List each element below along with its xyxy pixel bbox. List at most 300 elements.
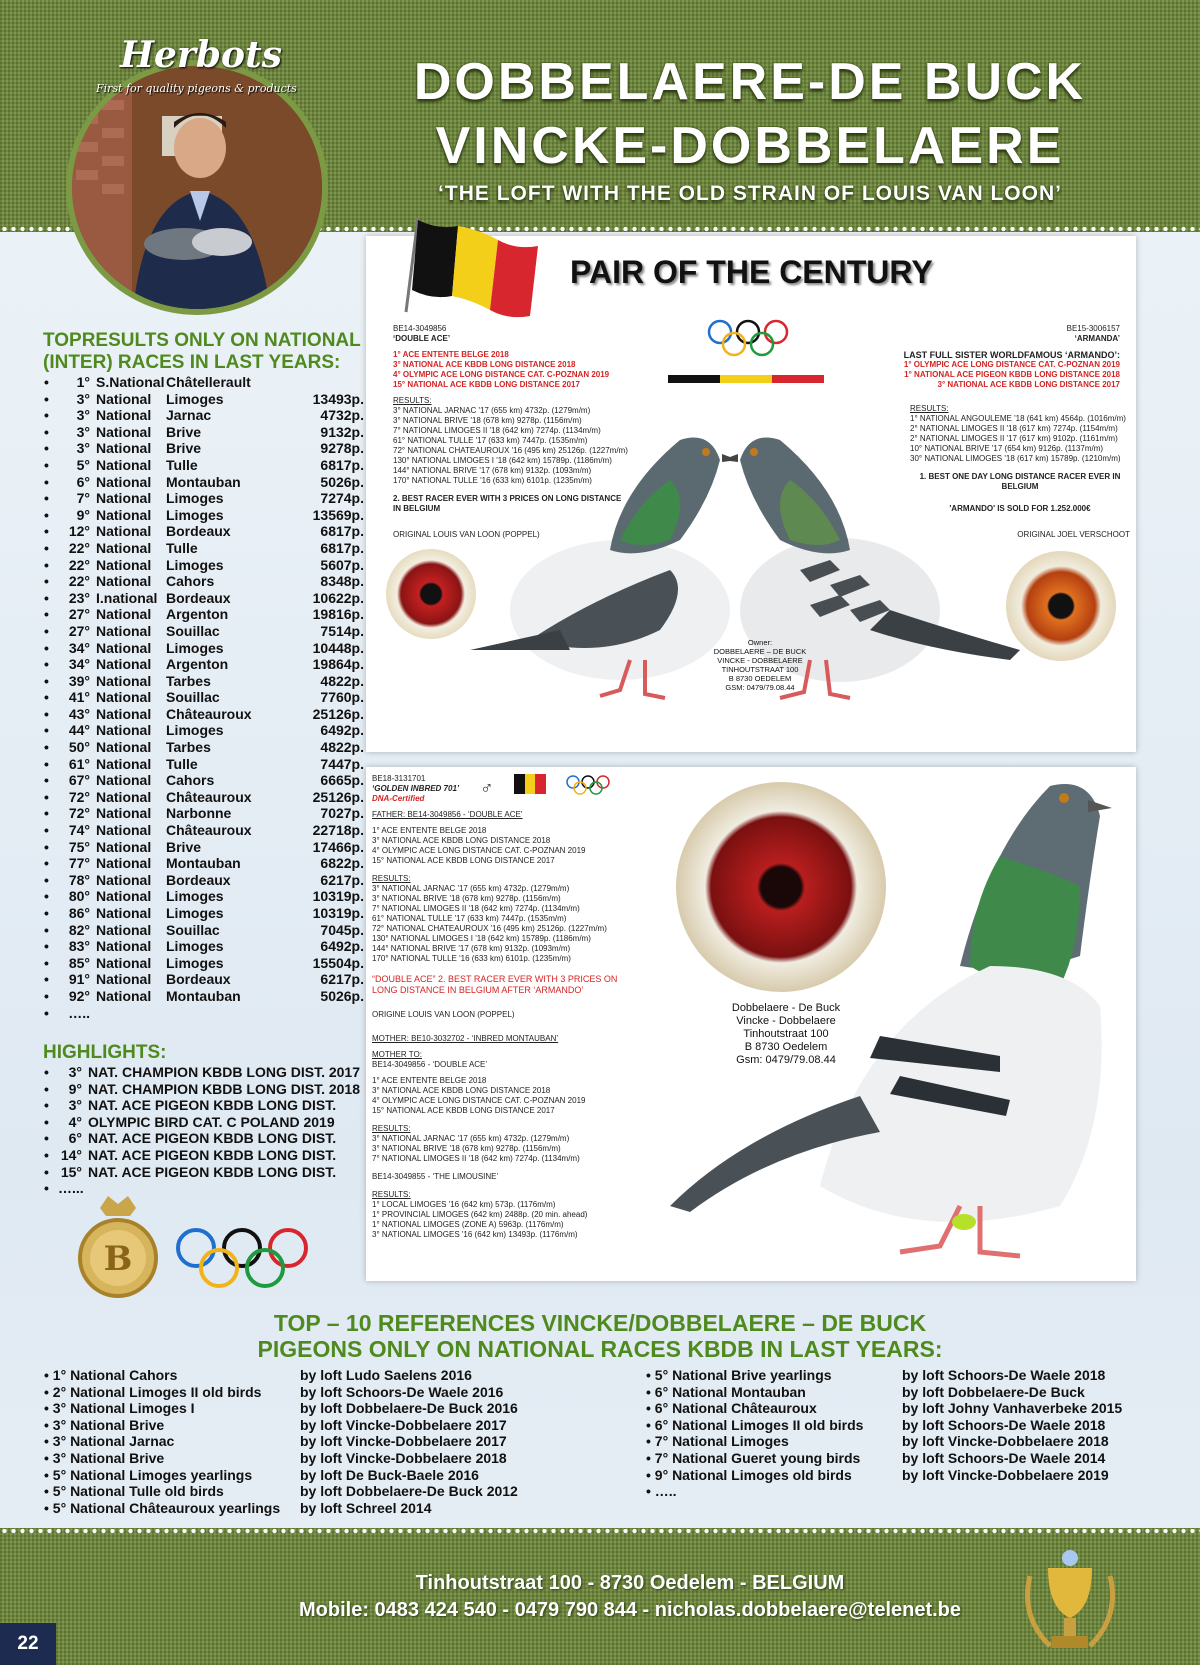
reference-result: • 7° National Gueret young birds (646, 1449, 861, 1466)
result-points: 19864p. (312, 656, 364, 673)
result-points: 6822p. (320, 855, 364, 872)
reference-loft: by loft Schreel 2014 (300, 1499, 432, 1516)
reference-row (646, 1483, 1200, 1500)
reference-loft: by loft Vincke-Dobbelaere 2018 (902, 1433, 1109, 1450)
result-points: 17466p. (312, 838, 364, 855)
father-line: 1° ACE ENTENTE BELGE 2018 (372, 826, 487, 835)
reference-result: • 3° National Limoges I (44, 1400, 195, 1417)
result-position: 27° (68, 622, 90, 639)
owner-line: VINCKE - DOBBELAERE (717, 656, 803, 665)
reference-row (646, 1384, 1200, 1401)
right-result-line: 1° NATIONAL ANGOULEME '18 (641 km) 4564p. (1016m/m) (910, 414, 1126, 423)
bullet-icon: • (44, 772, 49, 789)
highlight-text: NAT. CHAMPION KBDB LONG DIST. 2017 (88, 1064, 360, 1080)
reference-loft: by loft Schoors-De Waele 2018 (902, 1367, 1106, 1383)
card2-result-line: 61° NATIONAL TULLE '17 (633 km) 7447p. (1535m/m) (372, 914, 567, 923)
bullet-icon: • (44, 456, 49, 473)
bullet-icon: • (44, 606, 49, 623)
card2-result-line: 3° NATIONAL JARNAC '17 (655 km) 4732p. (1279m/m) (372, 884, 570, 893)
highlight-text: OLYMPIC BIRD CAT. C POLAND 2019 (88, 1113, 335, 1130)
right-red-line: 1° NATIONAL ACE PIGEON KBDB LONG DISTANCE 2018 (904, 370, 1120, 379)
result-position: 86° (68, 905, 90, 921)
result-row (44, 789, 364, 806)
bullet-icon: • (44, 689, 49, 706)
result-points (288, 374, 364, 391)
result-city (166, 1005, 288, 1022)
right-result-line: 2° NATIONAL LIMOGES II '18 (617 km) 7274p. (1154m/m) (910, 424, 1118, 433)
result-city: Bordeaux (166, 523, 231, 540)
card2-result3-line: 1° LOCAL LIMOGES '16 (642 km) 573p. (1176m/m) (372, 1200, 556, 1209)
bullet-icon: • (44, 1113, 49, 1130)
bullet-icon: • (44, 622, 49, 639)
highlight-row (44, 1130, 374, 1147)
bullet-icon: • (44, 473, 49, 490)
result-position: 77° (68, 855, 90, 872)
result-row (44, 656, 364, 673)
reference-row (44, 1483, 604, 1500)
result-city: Châtellerault (166, 374, 251, 390)
father-line: 3° NATIONAL ACE KBDB LONG DISTANCE 2018 (372, 836, 551, 845)
bullet-icon: • (44, 556, 49, 573)
owner-line: Dobbelaere - De Buck (731, 1002, 841, 1014)
result-city: Châteauroux (166, 822, 252, 839)
highlight-position: …... (58, 1180, 84, 1197)
card2-result-line: 7° NATIONAL LIMOGES II '18 (642 km) 7274p. (1134m/m) (372, 904, 580, 913)
father-line: 15° NATIONAL ACE KBDB LONG DISTANCE 2017 (372, 856, 555, 865)
result-type: National (96, 954, 152, 971)
bullet-icon: • (44, 838, 49, 855)
result-row (44, 1005, 364, 1022)
mother-line: 3° NATIONAL ACE KBDB LONG DISTANCE 2018 (372, 1086, 551, 1095)
bullet-icon: • (44, 722, 49, 739)
highlight-row (44, 1164, 374, 1181)
highlight-row (44, 1081, 374, 1098)
result-position: 61° (68, 755, 90, 772)
result-row (44, 606, 364, 623)
result-position: 50° (68, 739, 90, 756)
highlight-position: 14° (60, 1146, 82, 1163)
result-row (44, 407, 364, 424)
result-city: Châteauroux (166, 705, 252, 722)
bullet-icon: • (44, 1163, 49, 1180)
reference-result: • ….. (646, 1483, 677, 1500)
result-type: National (96, 523, 152, 540)
olympic-rings-icon (172, 1224, 312, 1294)
result-position: 22° (68, 556, 90, 573)
result-position: 74° (68, 822, 90, 839)
left-result-line: 7° NATIONAL LIMOGES II '18 (642 km) 7274p. (1134m/m) (393, 426, 601, 435)
result-points: 7760p. (320, 689, 364, 706)
reference-row (646, 1450, 1200, 1467)
result-row (44, 507, 364, 524)
result-points: 9278p. (320, 440, 364, 457)
result-points: 10622p. (312, 589, 364, 606)
reference-loft: by loft Dobbelaere-De Buck 2012 (300, 1483, 518, 1500)
result-type: National (96, 905, 152, 921)
result-city: Argenton (166, 606, 229, 623)
result-points: 6217p. (320, 871, 364, 888)
reference-result: • 6° National Limoges II old birds (646, 1416, 864, 1433)
bullet-icon: • (44, 672, 49, 689)
result-position: 78° (68, 871, 90, 888)
reference-result: • 5° National Brive yearlings (646, 1367, 832, 1383)
pair-of-century-title: PAIR OF THE CENTURY (570, 254, 933, 290)
result-points: 7447p. (320, 755, 364, 772)
result-type: National (96, 938, 152, 955)
result-city: Brive (166, 423, 202, 440)
result-city: Brive (166, 440, 202, 457)
result-points: 6665p. (320, 772, 364, 789)
svg-text:B: B (103, 1239, 133, 1279)
result-type: National (96, 539, 152, 556)
bullet-icon: • (44, 788, 49, 805)
dotted-divider-bottom (0, 1528, 1200, 1534)
result-type (96, 1005, 166, 1022)
result-position: 3° (76, 423, 90, 440)
left-results-heading: RESULTS: (393, 396, 432, 405)
card2-results2-heading: RESULTS: (372, 1124, 411, 1133)
card2-father: FATHER: BE14-3049856 - ‘DOUBLE ACE’ (372, 810, 523, 819)
left-red-line: 3° NATIONAL ACE KBDB LONG DISTANCE 2018 (393, 360, 576, 369)
result-row (44, 855, 364, 872)
right-best-racer: 1. BEST ONE DAY LONG DISTANCE RACER EVER IN BELGIUM (919, 472, 1121, 491)
card2-results3-list (372, 1200, 652, 1240)
highlight-text: NAT. ACE PIGEON KBDB LONG DIST. (88, 1130, 337, 1147)
left-result-line: 61° NATIONAL TULLE '17 (633 km) 7447p. (1535m/m) (393, 436, 588, 445)
reference-row (44, 1400, 604, 1417)
result-row (44, 424, 364, 441)
left-eye-image (386, 549, 476, 639)
reference-loft: by loft Vincke-Dobbelaere 2017 (300, 1433, 507, 1450)
reference-result: • 2° National Limoges II old birds (44, 1383, 262, 1400)
card2-result-line: 72° NATIONAL CHATEAUROUX '16 (495 km) 25126p. (1227m/m) (372, 924, 607, 933)
result-city: Tarbes (166, 672, 211, 689)
card2-result2-line: 3° NATIONAL BRIVE '18 (678 km) 9278p. (1156m/m) (372, 1144, 561, 1153)
result-points: 6217p. (320, 971, 364, 988)
result-points: 7514p. (320, 622, 364, 639)
bullet-icon: • (44, 888, 49, 905)
reference-row (646, 1467, 1200, 1484)
highlight-position: 6° (68, 1130, 82, 1147)
reference-result: • 3° National Brive (44, 1449, 165, 1466)
result-points: 8348p. (320, 573, 364, 590)
result-points: 6817p. (320, 523, 364, 540)
reference-row (44, 1417, 604, 1434)
result-type: National (96, 772, 152, 789)
owner-photo (66, 60, 328, 315)
result-type: National (96, 921, 152, 938)
result-position: 5° (76, 456, 90, 473)
result-row (44, 457, 364, 474)
result-points: 15504p. (312, 954, 364, 971)
bullet-icon: • (44, 938, 49, 955)
page-title-line2: VINCKE-DOBBELAERE (435, 117, 1065, 175)
bullet-icon: • (44, 656, 49, 673)
belgian-flag-small-icon (514, 774, 546, 794)
right-red-line: 1° OLYMPIC ACE LONG DISTANCE CAT. C-POZNAN 2019 (903, 360, 1120, 369)
owner-line: Vincke - Dobbelaere (736, 1015, 836, 1027)
result-position: 41° (68, 689, 90, 706)
page-subtitle: ‘THE LOFT WITH THE OLD STRAIN OF LOUIS VAN LOON’ (438, 182, 1062, 205)
highlight-position: 9° (68, 1080, 82, 1097)
result-position: 39° (68, 672, 90, 689)
result-position: 92° (68, 987, 90, 1004)
bullet-icon: • (44, 1080, 49, 1097)
result-type: National (96, 423, 152, 440)
result-city: Bordeaux (166, 589, 231, 606)
result-points: 4732p. (320, 407, 364, 424)
topresults-heading-2: (INTER) RACES IN LAST YEARS: (43, 352, 341, 373)
result-type: National (96, 871, 152, 888)
result-points: 7045p. (320, 921, 364, 938)
result-points: 13569p. (312, 506, 364, 523)
left-red-line: 15° NATIONAL ACE KBDB LONG DISTANCE 2017 (393, 380, 580, 389)
card2-mother: MOTHER: BE10-3032702 - ‘INBRED MONTAUBAN’ (372, 1034, 559, 1043)
result-row (44, 938, 364, 955)
result-city: Tulle (166, 755, 198, 772)
highlight-row (44, 1097, 374, 1114)
card2-mother-lines (372, 1076, 652, 1116)
result-type: National (96, 606, 152, 623)
result-row (44, 391, 364, 408)
result-city: Cahors (166, 573, 215, 590)
bullet-icon: • (44, 871, 49, 888)
reference-result: • 3° National Jarnac (44, 1433, 175, 1450)
result-row (44, 523, 364, 540)
result-city: Cahors (166, 772, 215, 789)
bullet-icon: • (44, 374, 49, 390)
bullet-icon: • (44, 1146, 49, 1163)
footer-contact: Mobile: 0483 424 540 - 0479 790 844 - nicholas.dobbelaere@telenet.be (298, 1599, 962, 1621)
card2-result-line: 170° NATIONAL TULLE '16 (633 km) 6101p. (1235m/m) (372, 954, 571, 963)
result-city: Limoges (166, 888, 224, 905)
result-position: 3° (76, 390, 90, 407)
result-city: Limoges (166, 490, 224, 507)
result-row (44, 988, 364, 1005)
reference-result: • 6° National Montauban (646, 1383, 806, 1400)
result-city: Limoges (166, 556, 224, 573)
result-type: National (96, 506, 152, 523)
bullet-icon: • (44, 407, 49, 424)
right-result-line: 2° NATIONAL LIMOGES II '17 (617 km) 9102p. (1161m/m) (910, 434, 1118, 443)
result-position: 3° (76, 440, 90, 457)
result-row (44, 739, 364, 756)
result-type: National (96, 888, 152, 905)
reference-loft: by loft De Buck-Baele 2016 (300, 1466, 479, 1483)
highlight-position: 3° (68, 1064, 82, 1080)
result-city: Narbonne (166, 805, 232, 822)
card2-owner-block (716, 1002, 856, 1067)
result-row (44, 706, 364, 723)
result-city: Limoges (166, 506, 224, 523)
card2-limousine: BE14-3049855 - ‘THE LIMOUSINE’ (372, 1172, 499, 1181)
result-points (288, 1005, 364, 1022)
owner-line: TINHOUTSTRAAT 100 (721, 665, 799, 674)
result-points: 4822p. (320, 739, 364, 756)
card2-result3-line: 1° PROVINCIAL LIMOGES (642 km) 2488p. (20 min. ahead) (372, 1210, 588, 1219)
page-number: 22 (0, 1623, 56, 1665)
result-position: 82° (68, 921, 90, 938)
result-type: National (96, 656, 152, 673)
result-type: National (96, 805, 152, 822)
male-symbol: ♂ (480, 778, 494, 798)
result-row (44, 440, 364, 457)
reference-row (44, 1384, 604, 1401)
bullet-icon: • (44, 905, 49, 921)
result-type: National (96, 788, 152, 805)
highlight-position: 4° (68, 1113, 82, 1130)
card2-text (372, 774, 652, 1240)
card2-double-ace-note: “DOUBLE ACE” 2. BEST RACER EVER WITH 3 PRICES ON LONG DISTANCE IN BELGIUM AFTER ‘ARMANDO’ (372, 974, 618, 995)
result-points: 10319p. (312, 905, 364, 921)
reference-row (646, 1400, 1200, 1417)
card2-mother-to-ring: BE14-3049856 - ‘DOUBLE ACE’ (372, 1060, 488, 1069)
result-row (44, 623, 364, 640)
result-row (44, 905, 364, 922)
result-type: S.National (96, 374, 165, 390)
result-city: Limoges (166, 639, 224, 656)
result-position: 27° (68, 606, 90, 623)
page-title-line1: DOBBELAERE-DE BUCK (413, 53, 1087, 111)
highlight-text: NAT. ACE PIGEON KBDB LONG DIST. (88, 1163, 337, 1180)
card2-result-line: 130° NATIONAL LIMOGES I '18 (642 km) 15789p. (1186m/m) (372, 934, 591, 943)
right-origin: ORIGINAL JOEL VERSCHOOT (1017, 530, 1130, 539)
belgian-flag-icon (398, 212, 548, 322)
result-type: National (96, 573, 152, 590)
topresults-list (44, 374, 364, 1021)
result-row (44, 805, 364, 822)
right-sister-heading: LAST FULL SISTER WORLDFAMOUS ‘ARMANDO’: (903, 350, 1120, 360)
reference-loft: by loft Schoors-De Waele 2014 (902, 1449, 1106, 1466)
result-row (44, 722, 364, 739)
reference-result: • 5° National Tulle old birds (44, 1483, 224, 1500)
olympic-rings-small-icon (706, 318, 790, 358)
highlight-row (44, 1147, 374, 1164)
result-type: National (96, 855, 152, 872)
result-type: National (96, 672, 152, 689)
herbots-tagline: First for quality pigeons & products (96, 82, 297, 95)
result-type: National (96, 473, 152, 490)
result-row (44, 756, 364, 773)
result-position: 6° (76, 473, 90, 490)
result-position: 91° (68, 971, 90, 988)
belgian-stripe (668, 375, 824, 383)
result-row (44, 872, 364, 889)
result-city: Souillac (166, 689, 220, 706)
bullet-icon: • (44, 573, 49, 590)
result-type: National (96, 822, 152, 839)
dna-certified: DNA-Certified (372, 794, 425, 803)
card2-results-heading: RESULTS: (372, 874, 411, 883)
bullet-icon: • (44, 539, 49, 556)
result-points: 25126p. (312, 788, 364, 805)
result-city: Bordeaux (166, 871, 231, 888)
result-points: 22718p. (312, 822, 364, 839)
mother-line: 4° OLYMPIC ACE LONG DISTANCE CAT. C-POZNAN 2019 (372, 1096, 586, 1105)
result-type: National (96, 689, 152, 706)
left-result-line: 72° NATIONAL CHATEAUROUX '16 (495 km) 25126p. (1227m/m) (393, 446, 628, 455)
right-result-line: 10° NATIONAL BRIVE '17 (654 km) 9126p. (1137m/m) (910, 444, 1104, 453)
result-points: 10448p. (312, 639, 364, 656)
owner-line: B 8730 OEDELEM (728, 674, 792, 683)
left-result-line: 3° NATIONAL JARNAC '17 (655 km) 4732p. (1279m/m) (393, 406, 591, 415)
bullet-icon: • (44, 921, 49, 938)
result-points: 13493p. (312, 390, 364, 407)
result-points: 7027p. (320, 805, 364, 822)
herbots-logo: Herbots (120, 34, 282, 76)
result-position: 22° (68, 573, 90, 590)
result-type: National (96, 407, 152, 424)
right-ring-number: BE15-3006157 (1066, 324, 1120, 333)
card2-result3-line: 1° NATIONAL LIMOGES (ZONE A) 5963p. (1176m/m) (372, 1220, 564, 1229)
result-type: National (96, 390, 152, 407)
result-position: 72° (68, 788, 90, 805)
reference-result: • 7° National Limoges (646, 1433, 789, 1450)
reference-result: • 3° National Brive (44, 1416, 165, 1433)
result-position: 67° (68, 772, 90, 789)
reference-row (44, 1467, 604, 1484)
bullet-icon: • (44, 523, 49, 540)
references-heading-1: TOP – 10 REFERENCES VINCKE/DOBBELAERE – DE BUCK (273, 1310, 927, 1336)
kbdb-medal-icon (76, 1192, 160, 1302)
result-points: 6492p. (320, 722, 364, 739)
reference-row (646, 1367, 1200, 1384)
result-position: 80° (68, 888, 90, 905)
right-result-line: 30° NATIONAL LIMOGES '18 (617 km) 15789p. (1210m/m) (910, 454, 1121, 463)
result-city: Souillac (166, 921, 220, 938)
left-ring-number: BE14-3049856 (393, 324, 447, 333)
left-red-line: 4° OLYMPIC ACE LONG DISTANCE CAT. C-POZNAN 2019 (393, 370, 610, 379)
result-position: 1° (76, 374, 90, 390)
bullet-icon: • (44, 589, 49, 606)
mother-line: 15° NATIONAL ACE KBDB LONG DISTANCE 2017 (372, 1106, 555, 1115)
right-results-heading: RESULTS: (910, 404, 949, 413)
result-city: Limoges (166, 905, 224, 921)
armando-sold: 'ARMANDO' IS SOLD FOR 1.252.000€ (949, 504, 1091, 513)
bullet-icon: • (44, 1180, 49, 1197)
card2-father-lines (372, 826, 652, 866)
references-heading-2: PIGEONS ONLY ON NATIONAL RACES KBDB IN LAST YEARS: (257, 1336, 943, 1362)
result-points: 19816p. (312, 606, 364, 623)
bullet-icon: • (44, 1004, 49, 1021)
result-city: Brive (166, 838, 202, 855)
bullet-icon: • (44, 805, 49, 822)
result-row (44, 673, 364, 690)
result-points: 5026p. (320, 987, 364, 1004)
result-type: National (96, 971, 152, 988)
reference-loft: by loft Johny Vanhaverbeke 2015 (902, 1400, 1123, 1417)
result-row (44, 772, 364, 789)
reference-row (44, 1367, 604, 1384)
right-red-line: 3° NATIONAL ACE KBDB LONG DISTANCE 2017 (937, 380, 1120, 389)
highlight-position: 15° (60, 1163, 82, 1180)
reference-row (646, 1417, 1200, 1434)
bullet-icon: • (44, 390, 49, 407)
left-best-racer: 2. BEST RACER EVER WITH 3 PRICES ON LONG DISTANCE IN BELGIUM (393, 494, 622, 513)
bullet-icon: • (44, 1064, 49, 1080)
reference-loft: by loft Ludo Saelens 2016 (300, 1367, 472, 1383)
reference-loft: by loft Vincke-Dobbelaere 2019 (902, 1466, 1109, 1483)
result-position: 7° (76, 490, 90, 507)
highlights-heading: HIGHLIGHTS: (43, 1042, 167, 1063)
olympic-rings-tiny-icon (566, 774, 610, 796)
highlight-text: NAT. ACE PIGEON KBDB LONG DIST. (88, 1097, 337, 1114)
result-points: 6817p. (320, 539, 364, 556)
card2-result2-line: 7° NATIONAL LIMOGES II '18 (642 km) 7274p. (1134m/m) (372, 1154, 580, 1163)
result-position: 43° (68, 705, 90, 722)
result-city: Limoges (166, 390, 224, 407)
result-row (44, 888, 364, 905)
